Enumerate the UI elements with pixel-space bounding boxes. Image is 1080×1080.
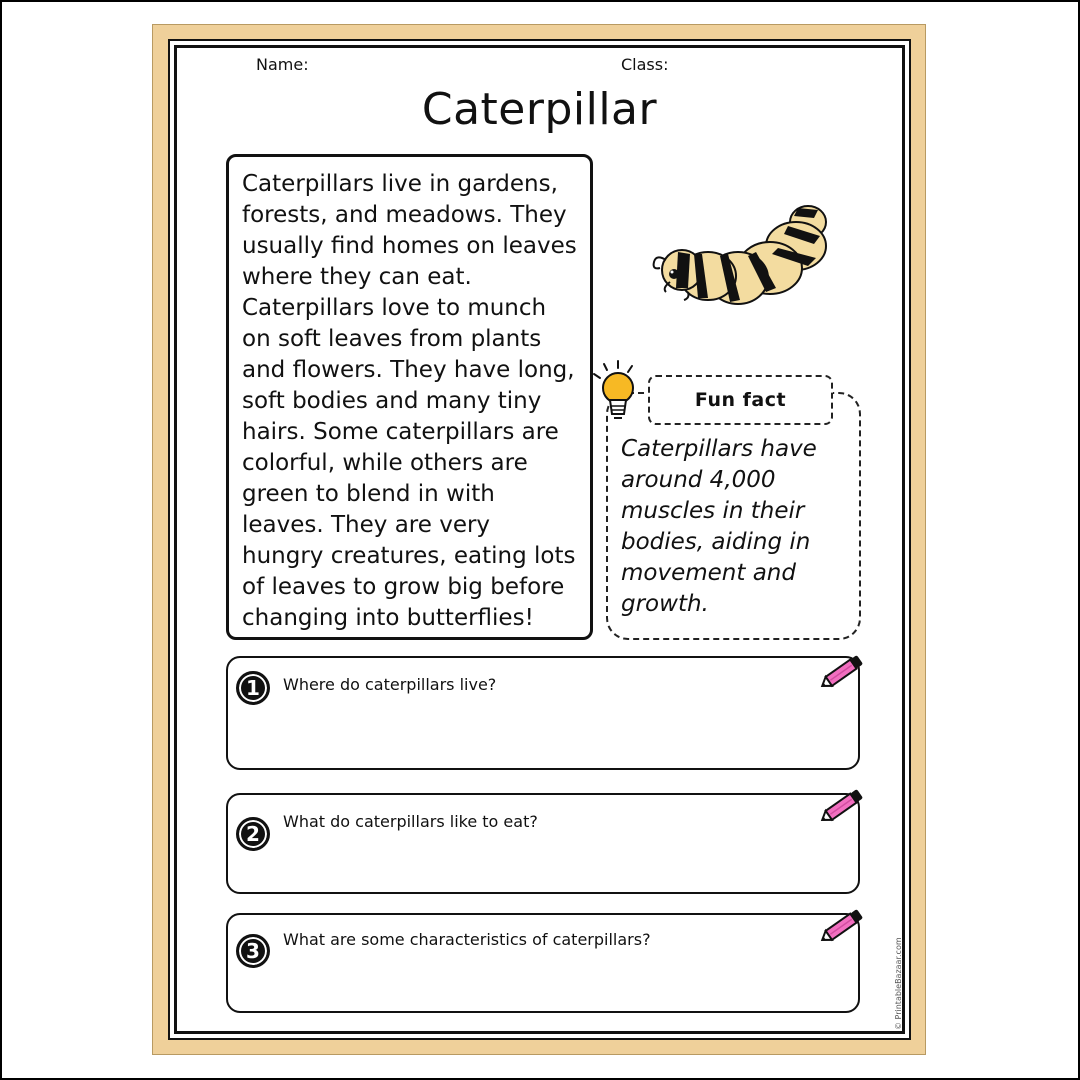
fun-fact-label: Fun fact	[648, 375, 833, 425]
reading-passage-text: Caterpillars live in gardens, forests, and meadows. They usually find homes on leaves where they can eat. Caterpillars love to munch on soft leaves from plants and flowers. They have long, soft bodies and many tiny hairs. Some caterpillars are colorful, while others are green to blend in with leaves. They are very hungry creatures, eating lots of leaves to grow big before changing into butterflies!	[242, 171, 577, 631]
answer-box-2[interactable]	[226, 793, 860, 894]
reading-passage-box	[226, 154, 593, 640]
pencil-icon	[818, 650, 868, 694]
question-text-3: What are some characteristics of caterpillars?	[283, 930, 651, 949]
pencil-icon	[818, 784, 868, 828]
fun-fact-text: Caterpillars have around 4,000 muscles in their bodies, aiding in movement and growth.	[621, 436, 817, 617]
pencil-icon	[818, 904, 868, 948]
question-text-2: What do caterpillars like to eat?	[283, 812, 538, 831]
lightbulb-icon	[590, 358, 640, 424]
question-number-1: 1	[236, 671, 270, 705]
question-number-2: 2	[236, 817, 270, 851]
caterpillar-icon	[648, 196, 838, 312]
question-number-3: 3	[236, 934, 270, 968]
copyright-credit: © PrintableBazaar.com	[894, 937, 903, 1030]
page-title: Caterpillar	[421, 84, 658, 135]
name-label: Name:	[256, 55, 309, 74]
class-label: Class:	[621, 55, 669, 74]
answer-box-3[interactable]	[226, 913, 860, 1013]
question-text-1: Where do caterpillars live?	[283, 675, 497, 694]
answer-box-1[interactable]	[226, 656, 860, 770]
